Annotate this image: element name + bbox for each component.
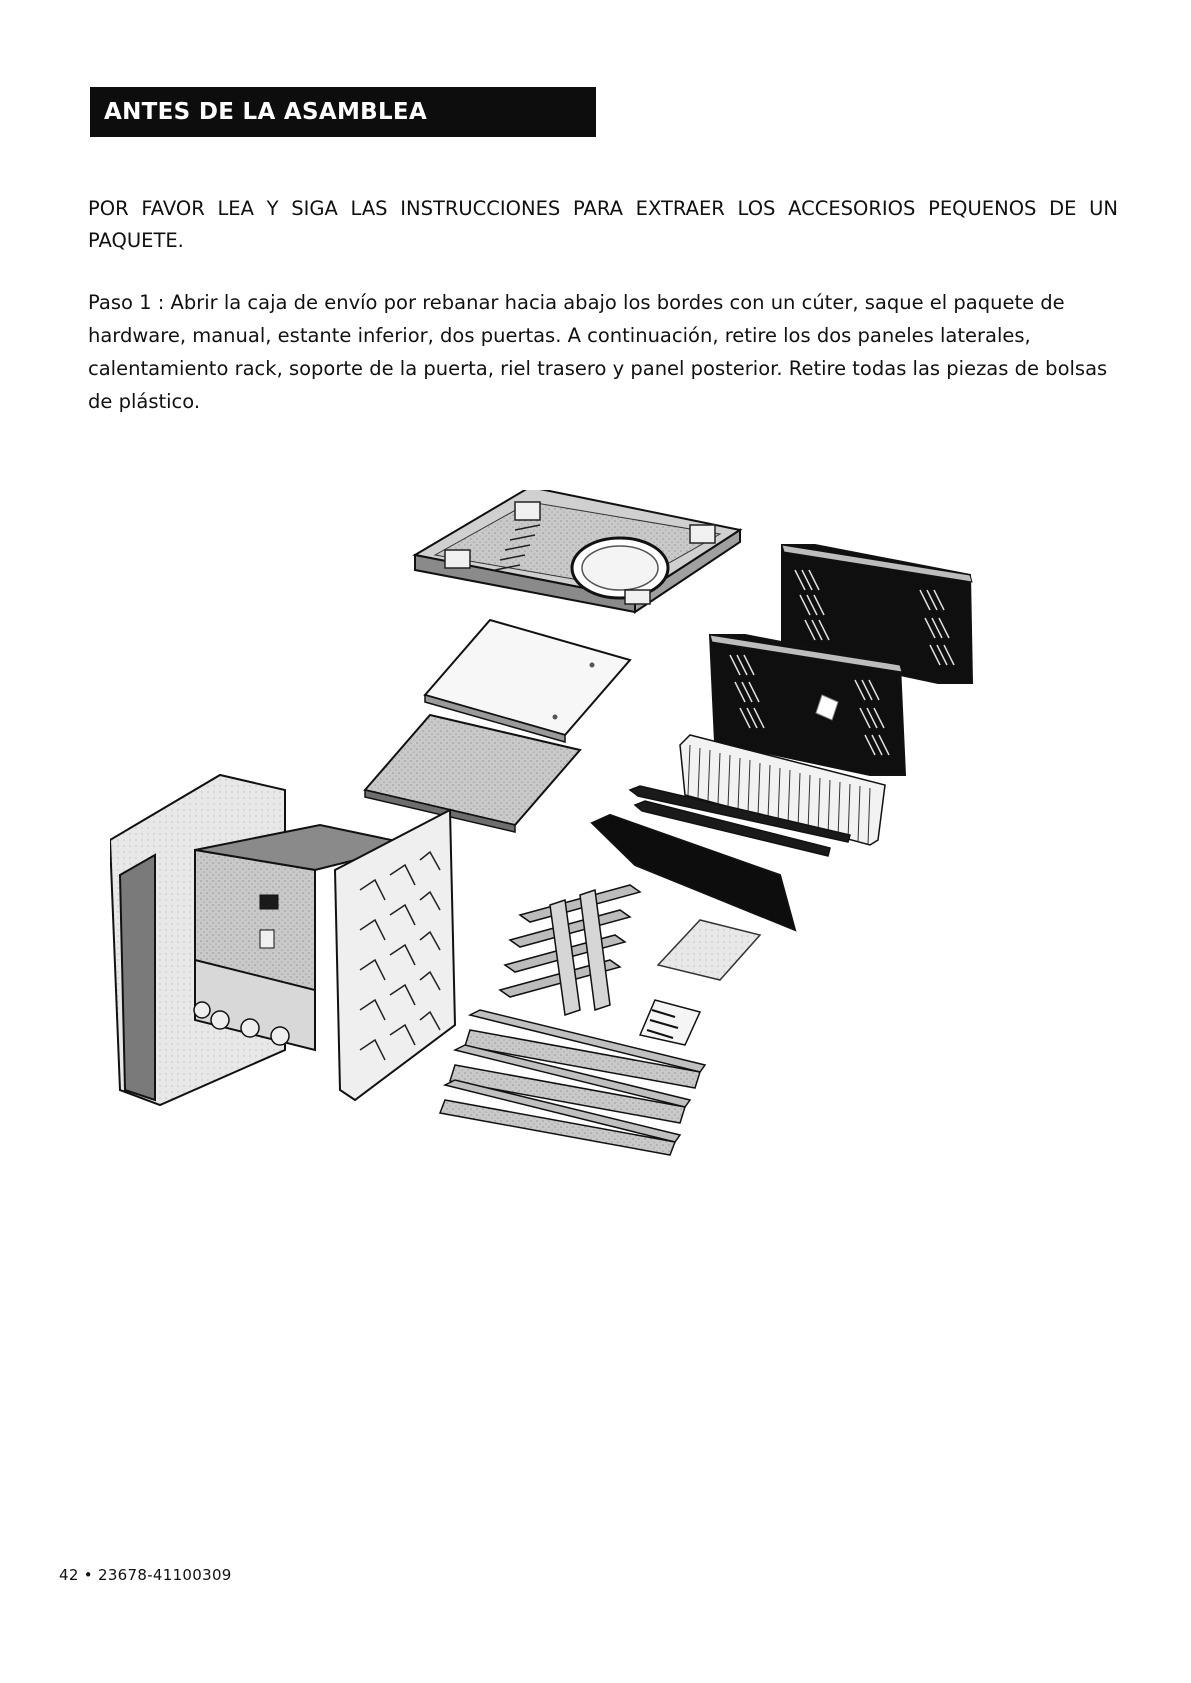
step-1-paragraph: Paso 1 : Abrir la caja de envío por rebanar hacia abajo los bordes con un cúter, saque el paquete de hardware, manual, estante inferior, dos puertas. A continuación, retire los dos paneles laterales, calentamiento rack, soporte de la puerta, riel trasero y panel posterior. Retire todas las piezas de bolsas de plástico. <box>88 291 1108 413</box>
parts-exploded-illustration <box>110 490 1070 1250</box>
bottom-shelf-part <box>415 490 740 612</box>
page-footer: 42 • 23678-41100309 <box>59 1566 232 1584</box>
warning-paragraph: POR FAVOR LEA Y SIGA LAS INSTRUCCIONES PARA EXTRAER LOS ACCESORIOS PEQUENOS DE UN PAQUETE. <box>88 197 1118 252</box>
hardware-pack-part <box>640 1000 700 1045</box>
divider-grid-part <box>500 885 640 1015</box>
section-title: ANTES DE LA ASAMBLEA <box>104 99 428 125</box>
gray-sheet-part <box>658 920 760 980</box>
section-title-banner <box>90 87 596 137</box>
grill-cabinet-body-part <box>110 775 455 1105</box>
